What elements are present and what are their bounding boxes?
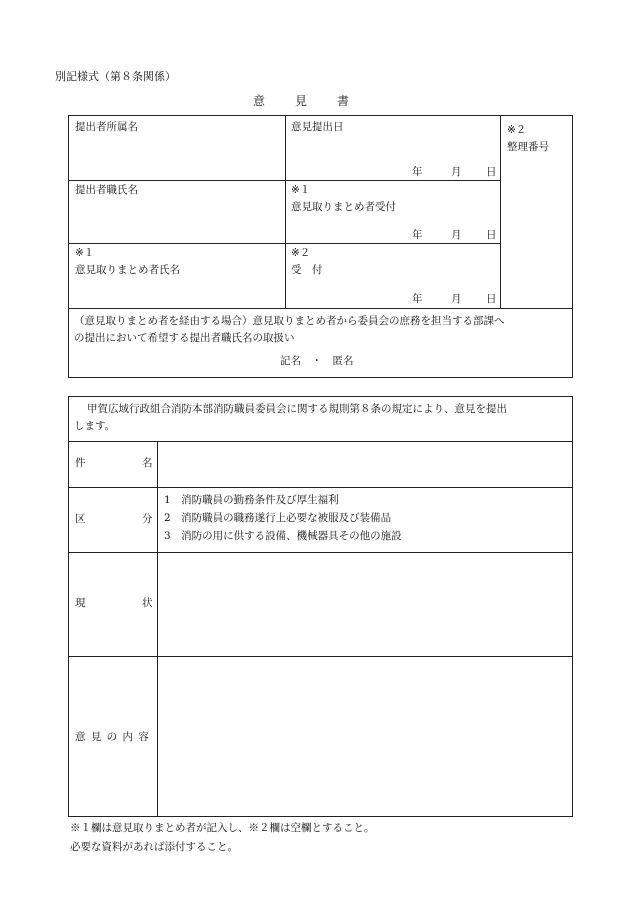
category-label: 分 xyxy=(142,513,153,525)
coordinator-name-label: 意見取りまとめ者氏名 xyxy=(75,264,180,276)
reception-label: 受 付 xyxy=(291,264,323,276)
month-label: 月 xyxy=(451,293,462,305)
submission-date-label: 意見提出日 xyxy=(291,121,344,133)
day-label: 日 xyxy=(486,293,497,305)
opinion-content-label: 意 見 の 内 容 xyxy=(75,731,150,743)
reference-number-label: 整理番号 xyxy=(507,141,549,153)
table-divider xyxy=(68,180,500,181)
name-handling-text: の提出において希望する提出者職氏名の取扱い xyxy=(74,332,295,344)
year-label: 年 xyxy=(412,229,423,241)
mark-1: ※１ xyxy=(291,184,311,196)
mark-2: ※２ xyxy=(291,247,311,259)
note: 必要な資料があれば添付すること。 xyxy=(70,841,238,853)
category-item: 1 消防職員の勤務条件及び厚生福利 xyxy=(164,494,339,506)
category-label: 区 xyxy=(75,513,86,525)
day-label: 日 xyxy=(486,166,497,178)
mark-2: ※２ xyxy=(507,124,527,136)
month-label: 月 xyxy=(451,229,462,241)
category-item: 3 消防の用に供する設備、機械器具その他の施設 xyxy=(164,530,402,542)
status-label: 現 xyxy=(75,597,86,609)
intro-text: 甲賀広域行政組合消防本部消防職員委員会に関する規則第８条の規定により、意見を提出 xyxy=(87,403,507,415)
table-divider xyxy=(68,441,573,442)
subject-label: 件 xyxy=(75,457,86,469)
table-divider xyxy=(285,115,286,308)
intro-text: します。 xyxy=(74,420,116,432)
form-reference: 別記様式（第８条関係） xyxy=(55,70,176,83)
year-label: 年 xyxy=(412,293,423,305)
submitter-name-label: 提出者職氏名 xyxy=(75,184,138,196)
subject-label: 名 xyxy=(142,457,153,469)
table-divider xyxy=(68,656,573,657)
month-label: 月 xyxy=(451,166,462,178)
table-divider xyxy=(500,115,501,308)
category-item: 2 消防職員の職務遂行上必要な被服及び装備品 xyxy=(164,512,392,524)
note: ※１欄は意見取りまとめ者が記入し、※２欄は空欄とすること。 xyxy=(70,822,375,834)
table-divider xyxy=(68,552,573,553)
year-label: 年 xyxy=(412,166,423,178)
coordinator-received-label: 意見取りまとめ者受付 xyxy=(291,201,396,213)
table-divider xyxy=(68,308,573,309)
mark-1: ※１ xyxy=(75,247,95,259)
day-label: 日 xyxy=(486,229,497,241)
table-divider xyxy=(68,487,573,488)
table-divider xyxy=(68,243,500,244)
status-label: 状 xyxy=(142,597,153,609)
named-anonymous-choice: 記名 ・ 匿名 xyxy=(280,355,354,367)
table-divider xyxy=(157,441,158,817)
name-handling-text: （意見取りまとめ者を経由する場合）意見取りまとめ者から委員会の庶務を担当する部課へ xyxy=(74,315,505,327)
page-title: 意 見 書 xyxy=(253,94,352,108)
submitter-affiliation-label: 提出者所属名 xyxy=(75,121,138,133)
